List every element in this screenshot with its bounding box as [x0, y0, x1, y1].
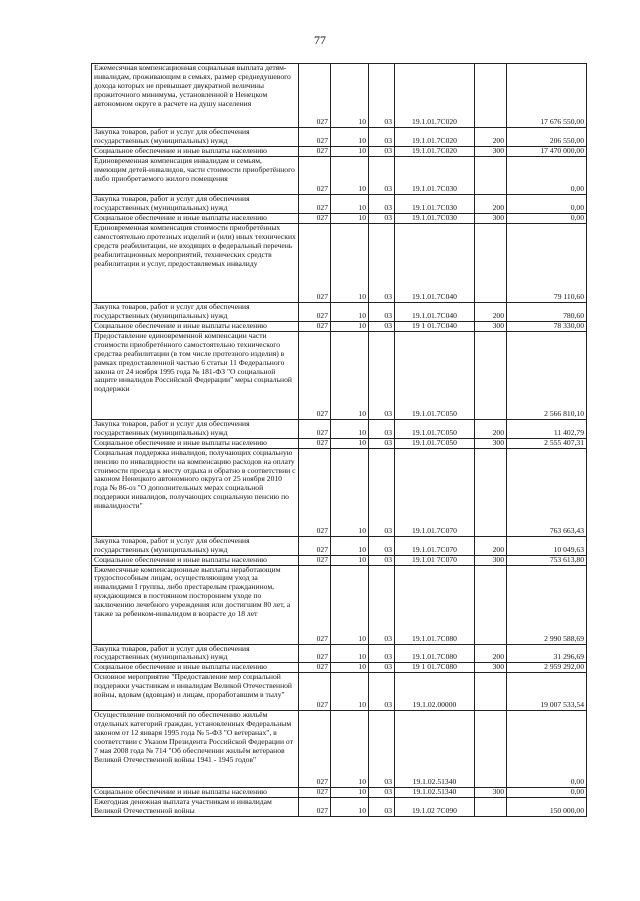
table-row: [92, 448, 587, 536]
row-expense-type: 200: [475, 644, 507, 663]
row-section: 10: [331, 788, 369, 798]
row-name: Социальная поддержка инвалидов, получающих социальную пенсию по инвалидности на компенсацию расходов на оплату стоимости проезда к месту отдыха и обратно в соответствии с законом Ненецкого автономного округа от 25 ноября 2010 года № 86-оз "О дополнительных мерах социальной поддержки инвалидов, получающих социальную пенсию по инвалидности": [92, 448, 299, 536]
row-grbs: 027: [299, 213, 331, 223]
row-expense-type: 300: [475, 321, 507, 331]
row-subsection: 03: [369, 565, 395, 644]
row-amount: 17 470 000,00: [507, 146, 587, 156]
row-amount: 31 296,69: [507, 644, 587, 663]
row-grbs: 027: [299, 536, 331, 555]
table-row: [92, 565, 587, 644]
row-name: Социальное обеспечение и иные выплаты населению: [92, 213, 299, 223]
row-expense-type: [475, 64, 507, 128]
row-section: 10: [331, 644, 369, 663]
table-row: [92, 798, 587, 817]
row-subsection: 03: [369, 64, 395, 128]
row-subsection: 03: [369, 419, 395, 438]
row-target-article: 19 1 01.7С080: [395, 663, 475, 673]
row-amount: 11 402,79: [507, 419, 587, 438]
row-expense-type: [475, 156, 507, 194]
table-row: [92, 213, 587, 223]
row-target-article: 19.1.01.7С080: [395, 644, 475, 663]
row-amount: 10 049,63: [507, 536, 587, 555]
row-target-article: 19.1.02.51340: [395, 788, 475, 798]
row-section: 10: [331, 331, 369, 419]
row-name: Закупка товаров, работ и услуг для обеспечения государственных (муниципальных) нужд: [92, 536, 299, 555]
page-number: 77: [314, 33, 326, 47]
row-target-article: 19.1.01.7С020: [395, 146, 475, 156]
row-grbs: 027: [299, 788, 331, 798]
table-row: [92, 64, 587, 128]
row-grbs: 027: [299, 128, 331, 147]
row-section: 10: [331, 711, 369, 788]
row-subsection: 03: [369, 223, 395, 302]
row-target-article: 19 1 01.7С040: [395, 321, 475, 331]
row-name: Единовременная компенсация стоимости приобретённых самостоятельно протезных изделий и (или) иных технических средств реабилитации, не входящих в федеральный перечень реабилитационных мероприятий, технических средств реабилитации и услуг, предоставляемых инвалиду: [92, 223, 299, 302]
row-amount: 17 676 550,00: [507, 64, 587, 128]
row-grbs: 027: [299, 673, 331, 711]
row-target-article: 19.1.01.7С020: [395, 64, 475, 128]
row-amount: 0,00: [507, 194, 587, 213]
row-name: Ежемесячная компенсационная социальная выплата детям-инвалидам, проживающим в семьях, размер среднедушевого дохода которых не превышает двукратной величины прожиточного минимума, установленной в Ненецком автономном округе в расчете на душу населения: [92, 64, 299, 128]
row-section: 10: [331, 156, 369, 194]
row-amount: 2 566 810,10: [507, 331, 587, 419]
row-subsection: 03: [369, 331, 395, 419]
row-amount: 763 663,43: [507, 448, 587, 536]
row-name: Закупка товаров, работ и услуг для обеспечения государственных (муниципальных) нужд: [92, 128, 299, 147]
row-amount: 0,00: [507, 711, 587, 788]
table-row: [92, 788, 587, 798]
row-expense-type: 300: [475, 438, 507, 448]
row-section: 10: [331, 64, 369, 128]
row-target-article: 19.1.01 7С070: [395, 555, 475, 565]
table-row: [92, 673, 587, 711]
row-name: Ежегодная денежная выплата участникам и инвалидам Великой Отечественной войны: [92, 798, 299, 817]
row-name: Социальное обеспечение и иные выплаты населению: [92, 321, 299, 331]
row-name: Закупка товаров, работ и услуг для обеспечения государственных (муниципальных) нужд: [92, 419, 299, 438]
row-subsection: 03: [369, 663, 395, 673]
row-target-article: 19.1.02 7С090: [395, 798, 475, 817]
row-expense-type: [475, 673, 507, 711]
row-section: 10: [331, 419, 369, 438]
row-target-article: 19.1.01.7С050: [395, 331, 475, 419]
table-row: [92, 156, 587, 194]
row-name: Единовременная компенсация инвалидам и семьям, имеющим детей-инвалидов, части стоимости приобретённого либо приобретаемого жилого помещения: [92, 156, 299, 194]
row-amount: 780,60: [507, 302, 587, 321]
table-row: [92, 644, 587, 663]
table-row: [92, 331, 587, 419]
row-amount: 0,00: [507, 788, 587, 798]
row-subsection: 03: [369, 321, 395, 331]
row-expense-type: 300: [475, 663, 507, 673]
row-section: 10: [331, 302, 369, 321]
row-section: 10: [331, 448, 369, 536]
row-expense-type: [475, 711, 507, 788]
row-amount: 78 330,00: [507, 321, 587, 331]
row-expense-type: 200: [475, 128, 507, 147]
row-target-article: 19.1.01.7С030: [395, 213, 475, 223]
row-section: 10: [331, 673, 369, 711]
row-expense-type: 200: [475, 536, 507, 555]
row-expense-type: 200: [475, 302, 507, 321]
row-section: 10: [331, 555, 369, 565]
row-amount: 19 007 533,54: [507, 673, 587, 711]
row-grbs: 027: [299, 223, 331, 302]
row-grbs: 027: [299, 555, 331, 565]
row-amount: 150 000,00: [507, 798, 587, 817]
row-name: Основное мероприятие "Предоставление мер социальной поддержки участникам и инвалидам Великой Отечественной войны, вдовам (вдовцам) и лицам, проработавшим в тылу": [92, 673, 299, 711]
row-subsection: 03: [369, 128, 395, 147]
row-section: 10: [331, 128, 369, 147]
table-row: [92, 438, 587, 448]
row-subsection: 03: [369, 711, 395, 788]
row-section: 10: [331, 213, 369, 223]
row-name: Закупка товаров, работ и услуг для обеспечения государственных (муниципальных) нужд: [92, 194, 299, 213]
row-amount: 2 959 292,00: [507, 663, 587, 673]
row-grbs: 027: [299, 321, 331, 331]
row-section: 10: [331, 321, 369, 331]
table-row: [92, 711, 587, 788]
row-expense-type: 300: [475, 788, 507, 798]
row-amount: 206 550,00: [507, 128, 587, 147]
row-grbs: 027: [299, 64, 331, 128]
table-row: [92, 128, 587, 147]
row-target-article: 19.1.01.7С040: [395, 223, 475, 302]
row-subsection: 03: [369, 788, 395, 798]
row-target-article: 19.1.02.51340: [395, 711, 475, 788]
row-grbs: 027: [299, 438, 331, 448]
budget-table: [91, 63, 587, 817]
row-section: 10: [331, 663, 369, 673]
row-target-article: 19.1.01.7С040: [395, 302, 475, 321]
row-section: 10: [331, 565, 369, 644]
row-grbs: 027: [299, 331, 331, 419]
row-name: Осуществление полномочий по обеспечению жильём отдельных категорий граждан, установленных Федеральным законом от 12 января 1995 года № 5-ФЗ "О ветеранах", в соответствии с Указом Президента Российской Федерации от 7 мая 2008 года № 714 "Об обеспечении жильём ветеранов Великой Отечественной войны 1941 - 1945 годов": [92, 711, 299, 788]
row-subsection: 03: [369, 146, 395, 156]
row-expense-type: 300: [475, 213, 507, 223]
row-subsection: 03: [369, 438, 395, 448]
row-subsection: 03: [369, 194, 395, 213]
row-grbs: 027: [299, 711, 331, 788]
table-row: [92, 555, 587, 565]
row-name: Социальное обеспечение и иные выплаты населению: [92, 663, 299, 673]
row-target-article: 19.1.01.7С070: [395, 536, 475, 555]
row-target-article: 19.1.01.7С050: [395, 438, 475, 448]
row-section: 10: [331, 223, 369, 302]
row-expense-type: [475, 448, 507, 536]
row-amount: 0,00: [507, 156, 587, 194]
table-row: [92, 663, 587, 673]
row-name: Социальное обеспечение и иные выплаты населению: [92, 438, 299, 448]
row-amount: 0,00: [507, 213, 587, 223]
row-grbs: 027: [299, 663, 331, 673]
row-name: Ежемесячные компенсационные выплаты неработающим трудоспособным лицам, осуществляющим уход за инвалидами I группы, либо престарелым гражданином, нуждающимся в постоянном постороннем уходе по заключению лечебного учреждения или достигшим 80 лет, а также за ребенком-инвалидом в возрасте до 18 лет: [92, 565, 299, 644]
row-target-article: 19.1.01.7С080: [395, 565, 475, 644]
row-grbs: 027: [299, 156, 331, 194]
row-section: 10: [331, 194, 369, 213]
table-row: [92, 223, 587, 302]
row-expense-type: 300: [475, 555, 507, 565]
row-subsection: 03: [369, 555, 395, 565]
row-section: 10: [331, 146, 369, 156]
row-target-article: 19.1.02.00000: [395, 673, 475, 711]
row-target-article: 19.1.01.7С020: [395, 128, 475, 147]
row-section: 10: [331, 536, 369, 555]
row-subsection: 03: [369, 302, 395, 321]
row-amount: 2 555 407,31: [507, 438, 587, 448]
row-subsection: 03: [369, 798, 395, 817]
row-name: Предоставление единовременной компенсации части стоимости приобретённого самостоятельно технического средства реабилитации (в том числе протезного изделия) в рамках предоставленной частью 6 статьи 11 Федерального закона от 24 ноября 1995 года № 181-ФЗ "О социальной защите инвалидов Российской Федерации" меры социальной поддержки: [92, 331, 299, 419]
row-section: 10: [331, 438, 369, 448]
row-grbs: 027: [299, 302, 331, 321]
table-row: [92, 321, 587, 331]
row-target-article: 19.1.01.7С030: [395, 194, 475, 213]
row-amount: 753 613,80: [507, 555, 587, 565]
row-section: 10: [331, 798, 369, 817]
row-amount: 79 110,60: [507, 223, 587, 302]
row-name: Социальное обеспечение и иные выплаты населению: [92, 146, 299, 156]
row-subsection: 03: [369, 213, 395, 223]
table-row: [92, 302, 587, 321]
row-target-article: 19.1.01.7С050: [395, 419, 475, 438]
row-name: Закупка товаров, работ и услуг для обеспечения государственных (муниципальных) нужд: [92, 302, 299, 321]
row-grbs: 027: [299, 565, 331, 644]
row-subsection: 03: [369, 673, 395, 711]
row-target-article: 19.1.01.7С070: [395, 448, 475, 536]
row-grbs: 027: [299, 448, 331, 536]
row-expense-type: [475, 798, 507, 817]
row-name: Социальное обеспечение и иные выплаты населению: [92, 788, 299, 798]
row-name: Закупка товаров, работ и услуг для обеспечения государственных (муниципальных) нужд: [92, 644, 299, 663]
row-expense-type: 300: [475, 146, 507, 156]
table-row: [92, 536, 587, 555]
row-amount: 2 990 588,69: [507, 565, 587, 644]
row-subsection: 03: [369, 644, 395, 663]
row-subsection: 03: [369, 448, 395, 536]
row-expense-type: [475, 565, 507, 644]
row-grbs: 027: [299, 146, 331, 156]
row-expense-type: 200: [475, 419, 507, 438]
row-expense-type: [475, 331, 507, 419]
row-expense-type: [475, 223, 507, 302]
row-subsection: 03: [369, 536, 395, 555]
table-row: [92, 419, 587, 438]
budget-table-body: [92, 64, 587, 817]
row-subsection: 03: [369, 156, 395, 194]
row-grbs: 027: [299, 798, 331, 817]
row-name: Социальное обеспечение и иные выплаты населению: [92, 555, 299, 565]
table-row: [92, 194, 587, 213]
row-grbs: 027: [299, 644, 331, 663]
row-target-article: 19.1.01.7С030: [395, 156, 475, 194]
row-grbs: 027: [299, 419, 331, 438]
row-grbs: 027: [299, 194, 331, 213]
row-expense-type: 200: [475, 194, 507, 213]
table-row: [92, 146, 587, 156]
